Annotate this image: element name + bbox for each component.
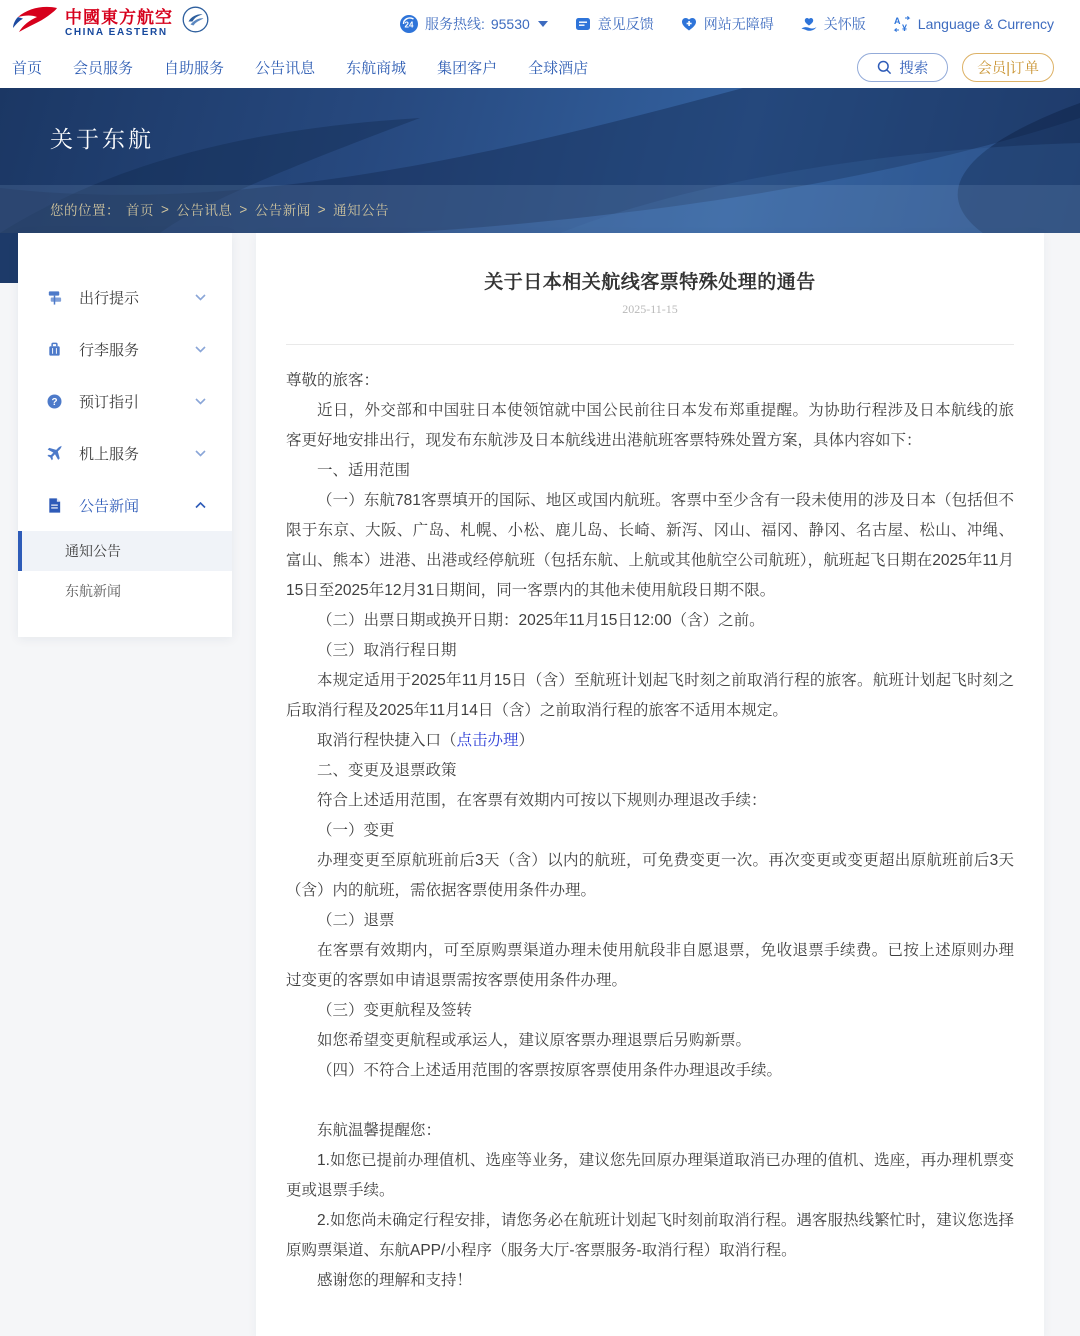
sidebar-menu [18, 271, 232, 611]
article-panel [256, 233, 1044, 1336]
sidebar-item-label: 公告新闻 [79, 497, 140, 515]
breadcrumb-item[interactable]: 通知公告 [333, 203, 390, 218]
article-paragraph [286, 1116, 1014, 1146]
care-icon [800, 15, 818, 33]
article-paragraph [286, 486, 1014, 606]
phone-24h-icon [399, 14, 419, 34]
nav-links [12, 57, 588, 78]
active-indicator [18, 531, 22, 571]
brand-name-en: CHINA EASTERN [65, 27, 168, 38]
article-paragraph [286, 756, 1014, 786]
brand-name-cn: 中國東方航空 [65, 8, 173, 27]
sidebar [18, 233, 232, 637]
paragraph-text: （二）退票 [317, 912, 395, 929]
article-paragraph [286, 366, 1014, 396]
paragraph-text: 本规定适用于2025年11月15日（含）至航班计划起飞时刻之前取消行程的旅客。航班计划起飞时刻之后取消行程及2025年11月14日（含）之前取消行程的旅客不适用本规定。 [286, 672, 1014, 719]
hotline-number: 95530 [490, 15, 530, 32]
svg-text:24: 24 [404, 20, 414, 30]
paragraph-text: （一）变更 [317, 822, 395, 839]
paragraph-text: 东航温馨提醒您： [317, 1122, 442, 1139]
sidebar-subitem-label: 通知公告 [65, 543, 121, 559]
search-button-label: 搜索 [899, 61, 929, 77]
left-accent-decoration [0, 233, 18, 283]
paragraph-text: （三）取消行程日期 [317, 642, 457, 659]
sidebar-subitem[interactable] [18, 531, 232, 571]
signpost-icon [46, 289, 64, 306]
chevron-down-icon [538, 21, 548, 27]
plane-icon [46, 445, 64, 462]
inline-link[interactable]: 点击办理 [456, 732, 519, 749]
hotline[interactable] [399, 14, 548, 34]
topbar-link-label: 关怀版 [823, 15, 866, 32]
topbar-link[interactable] [574, 14, 654, 34]
help-icon [46, 393, 64, 410]
sidebar-item-label: 行李服务 [79, 341, 140, 359]
article-paragraph [286, 1026, 1014, 1056]
sidebar-item-label: 预订指引 [79, 393, 140, 411]
paragraph-text: 办理变更至原航班前后3天（含）以内的航班，可免费变更一次。再次变更或变更超出原航班前后3天（含）内的航班，需依据客票使用条件办理。 [286, 852, 1014, 899]
nav-item[interactable]: 公告讯息 [255, 60, 316, 77]
breadcrumb-item[interactable]: 首页 [126, 203, 154, 218]
page-body [0, 233, 1080, 1336]
paragraph-text: 符合上述适用范围，在客票有效期内可按以下规则办理退改手续： [317, 792, 767, 809]
topbar-link[interactable] [892, 15, 1054, 33]
brand-logo[interactable] [10, 5, 209, 42]
chevron-down-icon [195, 450, 206, 457]
article-paragraph [286, 666, 1014, 726]
paragraph-text: 如您希望变更航程或承运人，建议原客票办理退票后另购新票。 [317, 1032, 752, 1049]
paragraph-text: 在客票有效期内，可至原购票渠道办理未使用航段非自愿退票，免收退票手续费。已按上述原则办理过变更的客票如申请退票需按客票使用条件办理。 [286, 942, 1014, 989]
paragraph-text: 2.如您尚未确定行程安排，请您务必在航班计划起飞时刻前取消行程。遇客服热线繁忙时，建议您选择原购票渠道、东航APP/小程序（服务大厅-客票服务-取消行程）取消行程。 [286, 1212, 1014, 1259]
paragraph-text: 感谢您的理解和支持！ [317, 1272, 473, 1289]
chevron-down-icon [195, 346, 206, 353]
sidebar-subitem-label: 东航新闻 [65, 583, 121, 599]
article-paragraph [286, 1206, 1014, 1266]
sidebar-subitem[interactable] [18, 571, 232, 611]
top-header [0, 0, 1080, 47]
search-button[interactable] [857, 53, 948, 82]
paragraph-text: （三）变更航程及签转 [317, 1002, 473, 1019]
paragraph-text: （一）东航781客票填开的国际、地区或国内航班。客票中至少含有一段未使用的涉及日本（包括但不限于东京、大阪、广岛、札幌、小松、鹿儿岛、长崎、新泻、冈山、福冈、静冈、名古屋、松山、冲绳、富山、熊本）进港、出港或经停航班（包括东航、上航或其他航空公司航班），航班起飞日期在2025年11月15日至2025年12月31日期间，同一客票内的其他未使用航段日期不限。 [286, 492, 1014, 599]
breadcrumb-label: 您的位置： [50, 203, 120, 218]
sidebar-item[interactable] [18, 375, 232, 427]
article-paragraph [286, 996, 1014, 1026]
topbar-link[interactable] [800, 14, 866, 34]
paragraph-text: （二）出票日期或换开日期：2025年11月15日12:00（含）之前。 [317, 612, 765, 629]
article-paragraph [286, 726, 1014, 756]
language-currency-icon [892, 15, 912, 33]
sidebar-item-label: 机上服务 [79, 445, 140, 463]
svg-text:A: A [893, 15, 901, 26]
article-date: 2025-11-15 [622, 302, 678, 316]
divider [286, 344, 1014, 345]
breadcrumb-separator: > [239, 201, 248, 217]
nav-item[interactable]: 全球酒店 [528, 60, 589, 77]
hotline-label: 服务热线: [424, 15, 485, 32]
article-paragraph [286, 606, 1014, 636]
topbar-link-label: 意见反馈 [597, 15, 654, 32]
paragraph-text: 二、变更及退票政策 [317, 762, 457, 779]
chevron-down-icon [195, 398, 206, 405]
feedback-icon [574, 15, 592, 33]
topbar-links [574, 14, 1054, 34]
nav-item[interactable]: 集团客户 [437, 60, 498, 77]
paragraph-text: ） [518, 732, 535, 749]
sidebar-item-label: 出行提示 [79, 289, 140, 307]
banner-title: 关于东航 [50, 127, 154, 152]
article-body [286, 366, 1014, 1296]
article-paragraph [286, 846, 1014, 906]
sidebar-item[interactable] [18, 427, 232, 479]
article-paragraph [286, 456, 1014, 486]
topbar-utilities [399, 14, 1054, 34]
article-paragraph [286, 786, 1014, 816]
article-paragraph [286, 906, 1014, 936]
sidebar-item[interactable] [18, 479, 232, 531]
sidebar-item[interactable] [18, 323, 232, 375]
breadcrumb-item[interactable]: 公告讯息 [176, 203, 233, 218]
article-paragraph [286, 1146, 1014, 1206]
article-paragraph [286, 1056, 1014, 1086]
chevron-down-icon [195, 294, 206, 301]
svg-text:¥: ¥ [901, 22, 907, 33]
article-paragraph [286, 396, 1014, 456]
paragraph-text: 取消行程快捷入口（ [317, 732, 457, 749]
china-eastern-bird-icon [10, 5, 58, 42]
breadcrumb-item[interactable]: 公告新闻 [254, 203, 311, 218]
search-icon [877, 60, 892, 75]
breadcrumb [0, 185, 1080, 233]
topbar-link-label: Language & Currency [917, 15, 1054, 32]
article-paragraph [286, 1266, 1014, 1296]
article-paragraph [286, 636, 1014, 666]
paragraph-text: 一、适用范围 [317, 462, 411, 479]
news-icon [46, 497, 64, 514]
chevron-up-icon [195, 502, 206, 509]
nav-item[interactable]: 会员服务 [73, 60, 134, 77]
luggage-icon [46, 341, 64, 358]
accessibility-icon [680, 15, 698, 33]
main-navigation [0, 47, 1080, 88]
svg-text:?: ? [51, 396, 58, 408]
article-paragraph [286, 816, 1014, 846]
member-order-button[interactable] [962, 53, 1054, 82]
sidebar-item[interactable] [18, 271, 232, 323]
member-order-label: 会员|订单 [977, 61, 1039, 77]
breadcrumb-separator: > [317, 201, 327, 217]
paragraph-text: 近日，外交部和中国驻日本使领馆就中国公民前往日本发布郑重提醒。为协助行程涉及日本航线的旅客更好地安排出行，现发布东航涉及日本航线进出港航班客票特殊处置方案，具体内容如下： [286, 402, 1014, 449]
paragraph-text: 尊敬的旅客： [286, 372, 380, 389]
page-banner [0, 88, 1080, 233]
nav-item[interactable]: 首页 [12, 60, 43, 77]
topbar-link-label: 网站无障碍 [703, 15, 774, 32]
skyteam-logo-icon [182, 6, 209, 38]
article-paragraph [286, 936, 1014, 996]
nav-buttons [857, 53, 1054, 82]
breadcrumb-separator: > [161, 201, 170, 217]
topbar-link[interactable] [680, 14, 774, 34]
article-title: 关于日本相关航线客票特殊处理的通告 [484, 272, 816, 293]
paragraph-text: 1.如您已提前办理值机、选座等业务，建议您先回原办理渠道取消已办理的值机、选座，再办理机票变更或退票手续。 [286, 1152, 1014, 1199]
paragraph-text: （四）不符合上述适用范围的客票按原客票使用条件办理退改手续。 [317, 1062, 783, 1079]
nav-item[interactable]: 东航商城 [346, 60, 407, 77]
nav-item[interactable]: 自助服务 [164, 60, 225, 77]
